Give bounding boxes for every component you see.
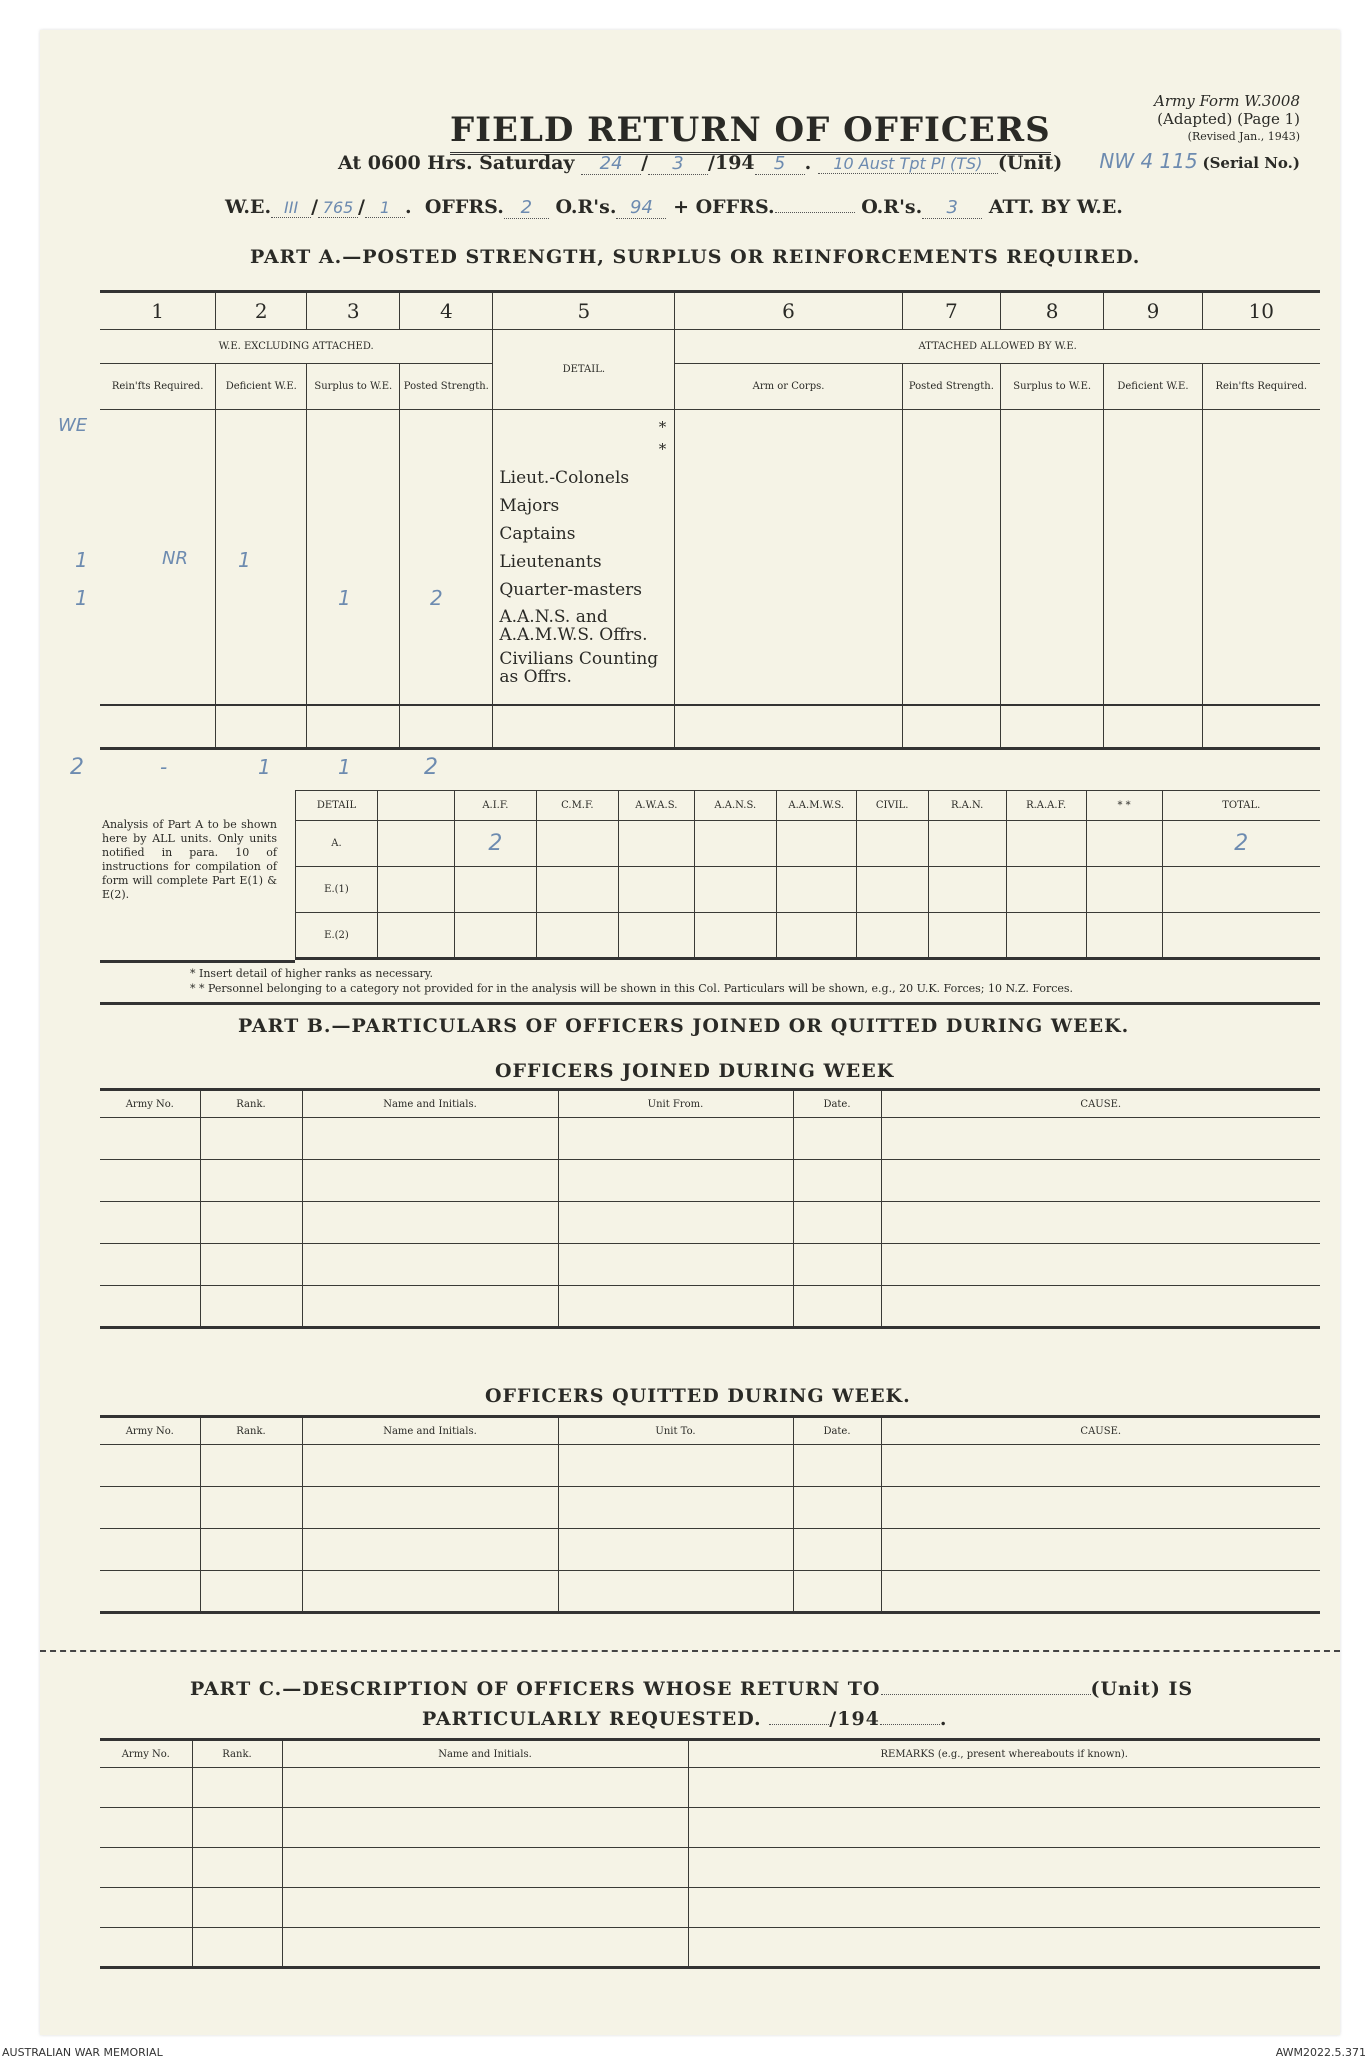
hand-total-col2: 1 bbox=[258, 755, 271, 779]
sub-header: Posted Strength. bbox=[902, 364, 1000, 410]
hand-total-col1: 2 bbox=[70, 755, 84, 780]
analysis-header: * * bbox=[1086, 791, 1162, 821]
part-c-header: REMARKS (e.g., present whereabouts if known). bbox=[688, 1740, 1320, 1768]
col-number: 3 bbox=[307, 292, 400, 330]
col-number: 1 bbox=[100, 292, 216, 330]
rank-label: Captains bbox=[499, 524, 576, 544]
form-sheet bbox=[40, 30, 1340, 2035]
analysis-row-label: A. bbox=[296, 821, 378, 867]
quitted-header: Unit To. bbox=[558, 1417, 793, 1445]
sub-header: Deficient W.E. bbox=[216, 364, 307, 410]
analysis-header: R.A.A.F. bbox=[1006, 791, 1086, 821]
form-name: Army Form W.3008 bbox=[1154, 92, 1300, 110]
year-suffix: 5 bbox=[755, 153, 805, 175]
archive-credit: AUSTRALIAN WAR MEMORIAL bbox=[2, 2046, 163, 2059]
establishment-line: W.E. III / 765 / 1 . OFFRS. 2 O.R's. 94 + OFFRS. O.R's. 3 ATT. BY W.E. bbox=[225, 196, 1123, 218]
hand-captains-col2a: NR bbox=[162, 548, 188, 569]
joined-header: Rank. bbox=[200, 1090, 302, 1118]
serial-number-label: (Serial No.) bbox=[1202, 154, 1300, 172]
group-header-right: ATTACHED ALLOWED BY W.E. bbox=[675, 330, 1320, 364]
analysis-header bbox=[377, 791, 454, 821]
col-number: 7 bbox=[902, 292, 1000, 330]
part-c-header: Army No. bbox=[100, 1740, 192, 1768]
rank-label: A.A.N.S. and A.A.M.W.S. Offrs. bbox=[499, 607, 648, 645]
we-label: W.E. bbox=[225, 196, 272, 218]
part-c-unit-field bbox=[881, 1694, 1091, 1695]
joined-header: Unit From. bbox=[558, 1090, 793, 1118]
analysis-header: CIVIL. bbox=[856, 791, 928, 821]
joined-header: CAUSE. bbox=[881, 1090, 1320, 1118]
analysis-row-label: E.(1) bbox=[296, 867, 378, 913]
hand-lieutenants-col3: 1 bbox=[338, 586, 351, 610]
date-day: 24 bbox=[581, 153, 641, 175]
form-identifier bbox=[1099, 92, 1300, 172]
rank-label: Lieutenants bbox=[499, 552, 602, 572]
joined-table bbox=[100, 1088, 1320, 1329]
analysis-header: DETAIL bbox=[296, 791, 378, 821]
form-revised: (Revised Jan., 1943) bbox=[1187, 130, 1300, 143]
analysis-table bbox=[295, 790, 1320, 960]
hand-captains-col1: 1 bbox=[75, 548, 88, 572]
archive-reference: AWM2022.5.371 bbox=[1275, 2046, 1366, 2059]
sub-header: Surplus to W.E. bbox=[1000, 364, 1103, 410]
col-number: 4 bbox=[400, 292, 493, 330]
col-number: 8 bbox=[1000, 292, 1103, 330]
serial-number-value: NW 4 115 bbox=[1099, 149, 1198, 173]
hand-lieutenants-col1: 1 bbox=[75, 586, 88, 610]
part-c-header: Name and Initials. bbox=[282, 1740, 688, 1768]
col-number: 5 bbox=[493, 292, 675, 330]
rank-star: * bbox=[658, 440, 667, 458]
quitted-header: CAUSE. bbox=[881, 1417, 1320, 1445]
col-number: 6 bbox=[675, 292, 902, 330]
quitted-header: Rank. bbox=[200, 1417, 302, 1445]
time-label: At 0600 Hrs. Saturday bbox=[338, 152, 575, 174]
rank-label: Lieut.-Colonels bbox=[499, 468, 630, 488]
part-c-date-field bbox=[769, 1724, 829, 1725]
unit-label: (Unit) bbox=[997, 152, 1063, 174]
joined-header: Date. bbox=[793, 1090, 881, 1118]
rank-label: Civilians Counting as Offrs. bbox=[499, 649, 659, 687]
analysis-a-aif: 2 bbox=[454, 821, 536, 867]
part-c-year-prefix: /194 bbox=[829, 1708, 880, 1730]
hand-captains-col2: 1 bbox=[238, 548, 251, 572]
sub-header: Deficient W.E. bbox=[1104, 364, 1202, 410]
unit-value: 10 Aust Tpt Pl (TS) bbox=[818, 154, 998, 174]
sub-header: Rein'fts Required. bbox=[100, 364, 216, 410]
hand-total-col1b: - bbox=[160, 755, 168, 779]
part-c-unit-label: (Unit) IS bbox=[1090, 1678, 1194, 1700]
att-offrs-value bbox=[775, 212, 855, 213]
rank-label: Majors bbox=[499, 496, 560, 516]
joined-header: Name and Initials. bbox=[302, 1090, 558, 1118]
plus-sign: + bbox=[673, 196, 689, 218]
return-date-line: At 0600 Hrs. Saturday 24 / 3 /194 5 . 10 Aust Tpt Pl (TS) (Unit) bbox=[338, 152, 1063, 174]
att-label: ATT. BY W.E. bbox=[988, 196, 1123, 218]
part-c-header: Rank. bbox=[192, 1740, 282, 1768]
att-ors-label: O.R's. bbox=[861, 196, 923, 218]
col-number: 9 bbox=[1104, 292, 1202, 330]
form-adapted: (Adapted) (Page 1) bbox=[1157, 110, 1300, 128]
sub-header: Posted Strength. bbox=[400, 364, 493, 410]
sub-header: Arm or Corps. bbox=[675, 364, 902, 410]
att-ors-value: 3 bbox=[922, 197, 982, 219]
analysis-header: A.W.A.S. bbox=[618, 791, 694, 821]
analysis-bottom-rule bbox=[100, 960, 295, 963]
form-title: FIELD RETURN OF OFFICERS bbox=[450, 110, 1051, 155]
tear-off-line bbox=[40, 1650, 1340, 1652]
analysis-header: A.A.M.W.S. bbox=[776, 791, 856, 821]
col-number: 10 bbox=[1202, 292, 1320, 330]
footnote-1: * Insert detail of higher ranks as necessary. bbox=[190, 967, 434, 980]
offrs-label: OFFRS. bbox=[424, 196, 504, 218]
rank-label: Quarter-masters bbox=[499, 580, 642, 600]
part-c-year-field bbox=[880, 1724, 940, 1725]
joined-header: Army No. bbox=[100, 1090, 200, 1118]
part-a-title: PART A.—POSTED STRENGTH, SURPLUS OR REINFORCEMENTS REQUIRED. bbox=[250, 246, 1141, 268]
group-header-left: W.E. EXCLUDING ATTACHED. bbox=[100, 330, 493, 364]
hand-total-col4: 2 bbox=[424, 755, 438, 780]
quitted-header: Army No. bbox=[100, 1417, 200, 1445]
part-b-title: PART B.—PARTICULARS OF OFFICERS JOINED OR QUITTED DURING WEEK. bbox=[238, 1015, 1130, 1037]
sub-header: Surplus to W.E. bbox=[307, 364, 400, 410]
footnote-2: * * Personnel belonging to a category not provided for in the analysis will be shown in this Col. Particulars will be shown, e.g., 20 U.K. Forces; 10 N.Z. Forces. bbox=[190, 982, 1074, 995]
offrs-value: 2 bbox=[504, 197, 549, 219]
part-c-line-2: PARTICULARLY REQUESTED. /194 . bbox=[422, 1708, 948, 1730]
analysis-header: TOTAL. bbox=[1162, 791, 1320, 821]
we-value-3: 1 bbox=[365, 198, 405, 218]
part-c-requested: PARTICULARLY REQUESTED. bbox=[422, 1708, 762, 1730]
date-month: 3 bbox=[648, 153, 708, 175]
part-c-title: PART C.—DESCRIPTION OF OFFICERS WHOSE RETURN TO bbox=[190, 1678, 881, 1700]
quitted-header: Date. bbox=[793, 1417, 881, 1445]
hand-total-col3: 1 bbox=[338, 755, 351, 779]
analysis-note: Analysis of Part A to be shown here by ALL units. Only units notified in para. 10 of instructions for compilation of form will complete Part E(1) & E(2). bbox=[102, 818, 277, 901]
detail-header: DETAIL. bbox=[493, 330, 675, 410]
analysis-a-total: 2 bbox=[1162, 821, 1320, 867]
analysis-row-label: E.(2) bbox=[296, 913, 378, 959]
quitted-title: OFFICERS QUITTED DURING WEEK. bbox=[485, 1385, 911, 1407]
part-a-table bbox=[100, 290, 1320, 750]
quitted-table bbox=[100, 1415, 1320, 1614]
part-a-end-rule bbox=[100, 1002, 1320, 1005]
analysis-header: C.M.F. bbox=[536, 791, 618, 821]
we-value-2: 765 bbox=[318, 198, 358, 218]
att-offrs-label: OFFRS. bbox=[695, 196, 775, 218]
joined-title: OFFICERS JOINED DURING WEEK bbox=[495, 1060, 895, 1082]
ors-value: 94 bbox=[616, 197, 666, 219]
part-c-line-1 bbox=[190, 1678, 1193, 1700]
year-prefix: /194 bbox=[708, 152, 755, 174]
ors-label: O.R's. bbox=[555, 196, 617, 218]
part-c-table bbox=[100, 1738, 1320, 1969]
rank-star: * bbox=[658, 418, 667, 436]
col-number: 2 bbox=[216, 292, 307, 330]
analysis-header: A.A.N.S. bbox=[694, 791, 776, 821]
quitted-header: Name and Initials. bbox=[302, 1417, 558, 1445]
hand-lieutenants-col4: 2 bbox=[430, 586, 443, 610]
sub-header: Rein'fts Required. bbox=[1202, 364, 1320, 410]
we-value-1: III bbox=[271, 198, 311, 218]
analysis-header: A.I.F. bbox=[454, 791, 536, 821]
margin-note: WE bbox=[58, 415, 88, 436]
analysis-header: R.A.N. bbox=[928, 791, 1006, 821]
